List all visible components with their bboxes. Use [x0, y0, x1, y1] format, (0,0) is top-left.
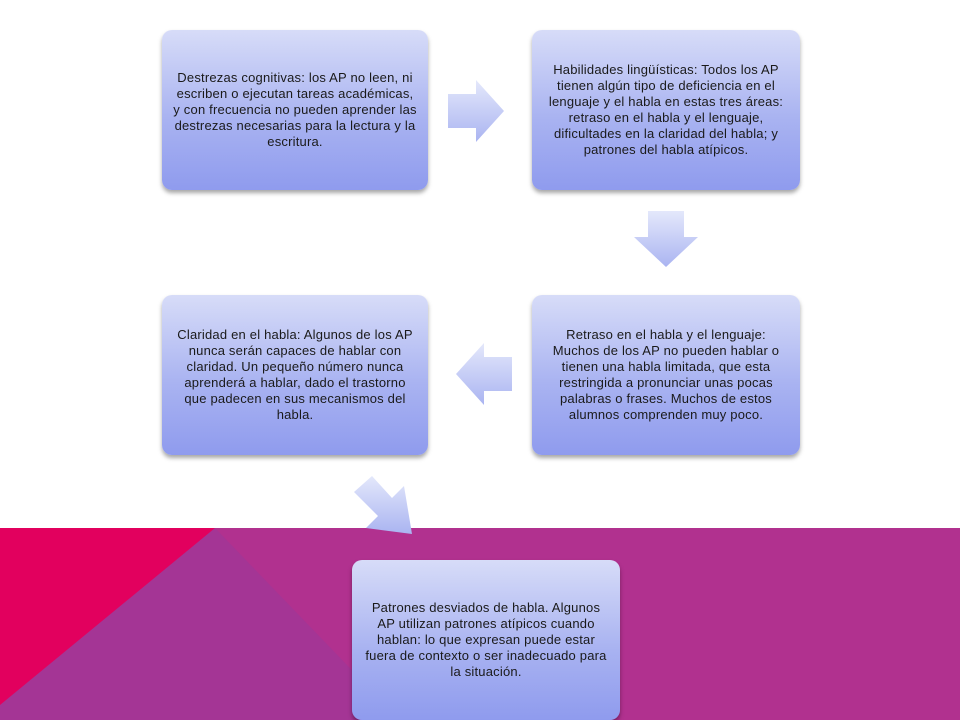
- step-text: Habilidades lingüísticas: Todos los AP tienen algún tipo de deficiencia en el lenguaje y el habla en estas tres áreas: retraso en el habla y el lenguaje, dificultades en la claridad del habla; y patrones del habla atípicos.: [548, 62, 784, 157]
- step-text: Retraso en el habla y el lenguaje: Muchos de los AP no pueden hablar o tienen una habla limitada, que esta restringida a pronunciar unas pocas palabras o frases. Muchos de estos alumnos comprenden muy poco.: [552, 327, 780, 422]
- arrow-down-icon: [634, 209, 698, 269]
- step-text: Claridad en el habla: Algunos de los AP nunca serán capaces de hablar con claridad. Un pequeño número nunca aprenderá a hablar, dado el trastorno que padecen en sus mecanismos del habla.: [177, 327, 413, 422]
- step-box-deviant-patterns: [352, 560, 620, 720]
- step-box-cognitive-skills: [162, 30, 428, 190]
- arrow-right-icon: [446, 80, 506, 142]
- arrow-diagonal-down-right-icon: [348, 470, 420, 538]
- step-text: Patrones desviados de habla. Algunos AP utilizan patrones atípicos cuando hablan: lo que expresan puede estar fuera de contexto o ser inadecuado para la situación.: [365, 600, 607, 679]
- step-box-speech-delay: [532, 295, 800, 455]
- step-text: Destrezas cognitivas: los AP no leen, ni escriben o ejecutan tareas académicas, y con frecuencia no pueden aprender las destrezas necesarias para la lectura y la escritura.: [173, 70, 417, 149]
- step-box-linguistic-skills: [532, 30, 800, 190]
- arrow-left-icon: [454, 343, 514, 405]
- step-box-speech-clarity: [162, 295, 428, 455]
